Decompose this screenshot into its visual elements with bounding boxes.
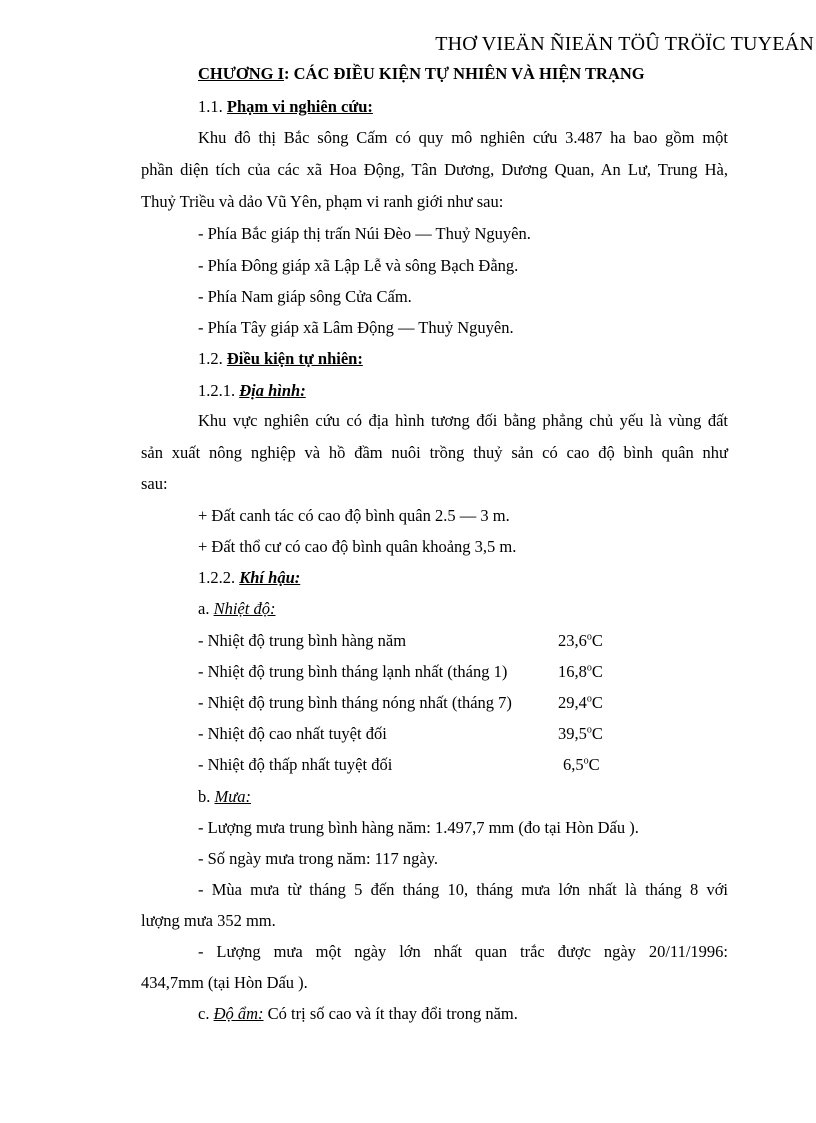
temperature-heading: a. Nhiệt độ: [198, 599, 276, 618]
chapter-heading [198, 64, 645, 84]
temperature-label: - Nhiệt độ trung bình tháng nóng nhất (tháng 7) [198, 693, 512, 712]
humidity-line: c. Độ ẩm: Có trị số cao và ít thay đổi trong năm. [198, 1004, 518, 1023]
section-title: Địa hình: [239, 381, 306, 400]
chapter-number: CHƯƠNG I [198, 64, 285, 83]
boundary-item: - Phía Bắc giáp thị trấn Núi Đèo — Thuỷ Nguyên. [198, 224, 531, 243]
rain-title: Mưa: [214, 787, 251, 806]
section-number: 1.1. [198, 97, 227, 116]
rain-item: - Số ngày mưa trong năm: 117 ngày. [198, 849, 439, 868]
chapter-title: : CÁC ĐIỀU KIỆN TỰ NHIÊN VÀ HIỆN TRẠNG [284, 64, 645, 83]
rain-item: - Lượng mưa trung bình hàng năm: 1.497,7 mm (đo tại Hòn Dấu ). [198, 818, 639, 837]
humidity-text: Có trị số cao và ít thay đổi trong năm. [263, 1004, 518, 1023]
paragraph-line: 434,7mm (tại Hòn Dấu ). [141, 973, 308, 992]
paragraph-line: Thuỷ Triều và dảo Vũ Yên, phạm vi ranh giới như sau: [141, 192, 504, 211]
section-title: Khí hậu: [239, 568, 301, 587]
section-number: 1.2.1. [198, 381, 240, 400]
temperature-title: Nhiệt độ: [213, 599, 276, 618]
temperature-value: 16,8$^o$C [558, 662, 603, 681]
rain-heading: b. Mưa: [198, 787, 251, 806]
paragraph-line: - Lượng mưa một ngày lớn nhất quan trắc được ngày 20/11/1996: [198, 942, 728, 961]
section-title: Phạm vi nghiên cứu: [226, 97, 373, 116]
header-watermark: THƠ VIEÄN ÑIEÄN TÖÛ TRÖÏC TUYEÁN [435, 33, 814, 55]
temperature-value: 29,4$^o$C [558, 693, 603, 712]
section-1-2-2-heading [198, 568, 300, 588]
paragraph-line: phần diện tích của các xã Hoa Động, Tân Dương, Dương Quan, An Lư, Trung Hà, [141, 160, 728, 179]
temperature-label: - Nhiệt độ trung bình tháng lạnh nhất (tháng 1) [198, 662, 508, 681]
section-title: Điều kiện tự nhiên: [226, 349, 363, 368]
section-1-2-heading [198, 349, 363, 369]
boundary-item: - Phía Đông giáp xã Lập Lễ và sông Bạch Đằng. [198, 256, 519, 275]
paragraph-line: Khu vực nghiên cứu có địa hình tương đối bằng phẳng chủ yếu là vùng đất [198, 411, 728, 430]
paragraph-line: Khu đô thị Bắc sông Cấm có quy mô nghiên cứu 3.487 ha bao gồm một [198, 128, 728, 147]
section-1-1-heading [198, 97, 373, 117]
boundary-item: - Phía Nam giáp sông Cửa Cấm. [198, 287, 412, 306]
section-number: 1.2.2. [198, 568, 240, 587]
section-1-2-1-heading [198, 381, 306, 401]
paragraph-line: sau: [141, 474, 168, 493]
paragraph-line: - Mùa mưa từ tháng 5 đến tháng 10, tháng mưa lớn nhất là tháng 8 với [198, 880, 728, 899]
paragraph-line: sản xuất nông nghiệp và hồ đầm nuôi trồng thuỷ sản có cao độ bình quân như [141, 443, 728, 462]
temperature-label: - Nhiệt độ thấp nhất tuyệt đối [198, 755, 393, 774]
temperature-value: 23,6$^o$C [558, 631, 603, 650]
temperature-value: 6,5$^o$C [563, 755, 600, 774]
temperature-value: 39,5$^o$C [558, 724, 603, 743]
humidity-title: Độ ẩm: [213, 1004, 264, 1023]
elevation-item: + Đất canh tác có cao độ bình quân 2.5 — 3 m. [198, 506, 510, 525]
section-number: 1.2. [198, 349, 227, 368]
temperature-label: - Nhiệt độ cao nhất tuyệt đối [198, 724, 387, 743]
elevation-item: + Đất thổ cư có cao độ bình quân khoảng 3,5 m. [198, 537, 517, 556]
paragraph-line: lượng mưa 352 mm. [141, 911, 276, 930]
temperature-label: - Nhiệt độ trung bình hàng năm [198, 631, 407, 650]
boundary-item: - Phía Tây giáp xã Lâm Động — Thuỷ Nguyên. [198, 318, 514, 337]
